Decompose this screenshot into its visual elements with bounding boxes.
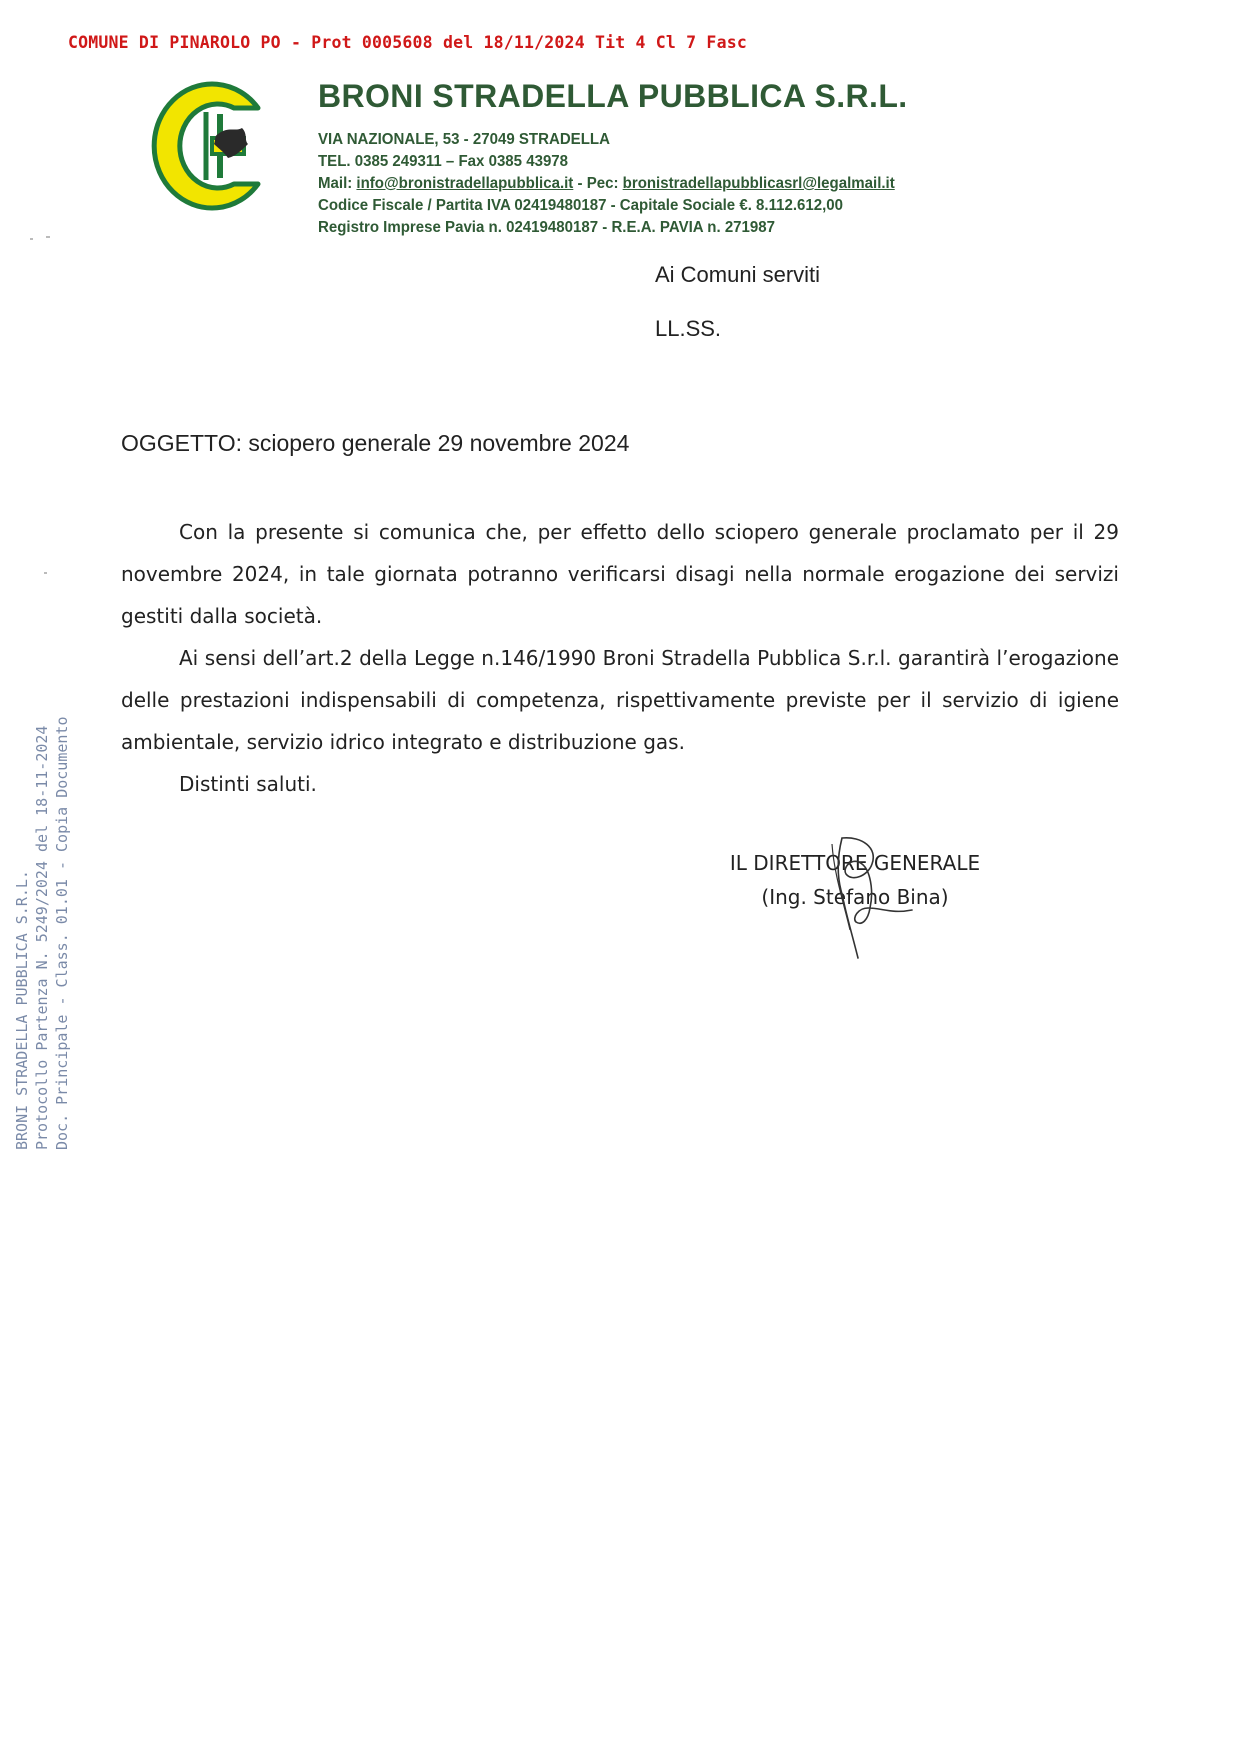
handwritten-signature: [812, 834, 918, 966]
scan-speck: [44, 572, 47, 574]
company-fiscal: Codice Fiscale / Partita IVA 02419480187 - Capitale Sociale €. 8.112.612,00: [318, 197, 844, 214]
pec-link[interactable]: bronistradellapubblicasrl@legalmail.it: [622, 175, 895, 192]
signatory-title: IL DIRETTORE GENERALE: [729, 851, 981, 875]
company-contacts: [318, 173, 895, 195]
scan-speck: [30, 238, 33, 240]
protocol-stamp: COMUNE DI PINAROLO PO - Prot 0005608 del 18/11/2024 Tit 4 Cl 7 Fasc: [68, 33, 747, 52]
closing-salutation: Distinti saluti.: [179, 772, 317, 796]
company-register: Registro Imprese Pavia n. 02419480187 - R.E.A. PAVIA n. 271987: [318, 219, 776, 236]
company-logo: [148, 78, 272, 214]
side-note-line: Doc. Principale - Class. 01.01 - Copia Documento: [53, 716, 71, 1150]
letter-body: [121, 511, 1119, 805]
body-paragraph: Con la presente si comunica che, per effetto dello sciopero generale proclamato per il 29 novembre 2024, in tale giornata potranno verificarsi disagi nella normale erogazione dei servizi gestiti dalla società.: [121, 520, 1119, 628]
pec-label: - Pec:: [573, 175, 623, 192]
company-name: BRONI STRADELLA PUBBLICA S.R.L.: [318, 78, 908, 114]
side-note-line: BRONI STRADELLA PUBBLICA S.R.L.: [13, 870, 31, 1150]
signatory-name: (Ing. Stefano Bina): [761, 885, 949, 909]
side-note-line: Protocollo Partenza N. 5249/2024 del 18-11-2024: [33, 725, 51, 1150]
recipient-line: Ai Comuni serviti: [655, 262, 821, 287]
letter-subject: OGGETTO: sciopero generale 29 novembre 2024: [121, 430, 630, 456]
scan-speck: [46, 236, 50, 238]
recipient-line: LL.SS.: [655, 316, 722, 341]
side-registration-note: [12, 717, 72, 1150]
mail-label: Mail:: [318, 175, 357, 192]
company-address: VIA NAZIONALE, 53 - 27049 STRADELLA: [318, 131, 610, 148]
company-phone-fax: TEL. 0385 249311 – Fax 0385 43978: [318, 153, 569, 170]
letterhead: [318, 78, 932, 239]
mail-link[interactable]: info@bronistradellapubblica.it: [356, 175, 574, 192]
body-paragraph: Ai sensi dell’art.2 della Legge n.146/1990 Broni Stradella Pubblica S.r.l. garantirà l’erogazione delle prestazioni indispensabili di competenza, rispettivamente previste per il servizio di igiene ambientale, servizio idrico integrato e distribuzione gas.: [121, 646, 1119, 754]
